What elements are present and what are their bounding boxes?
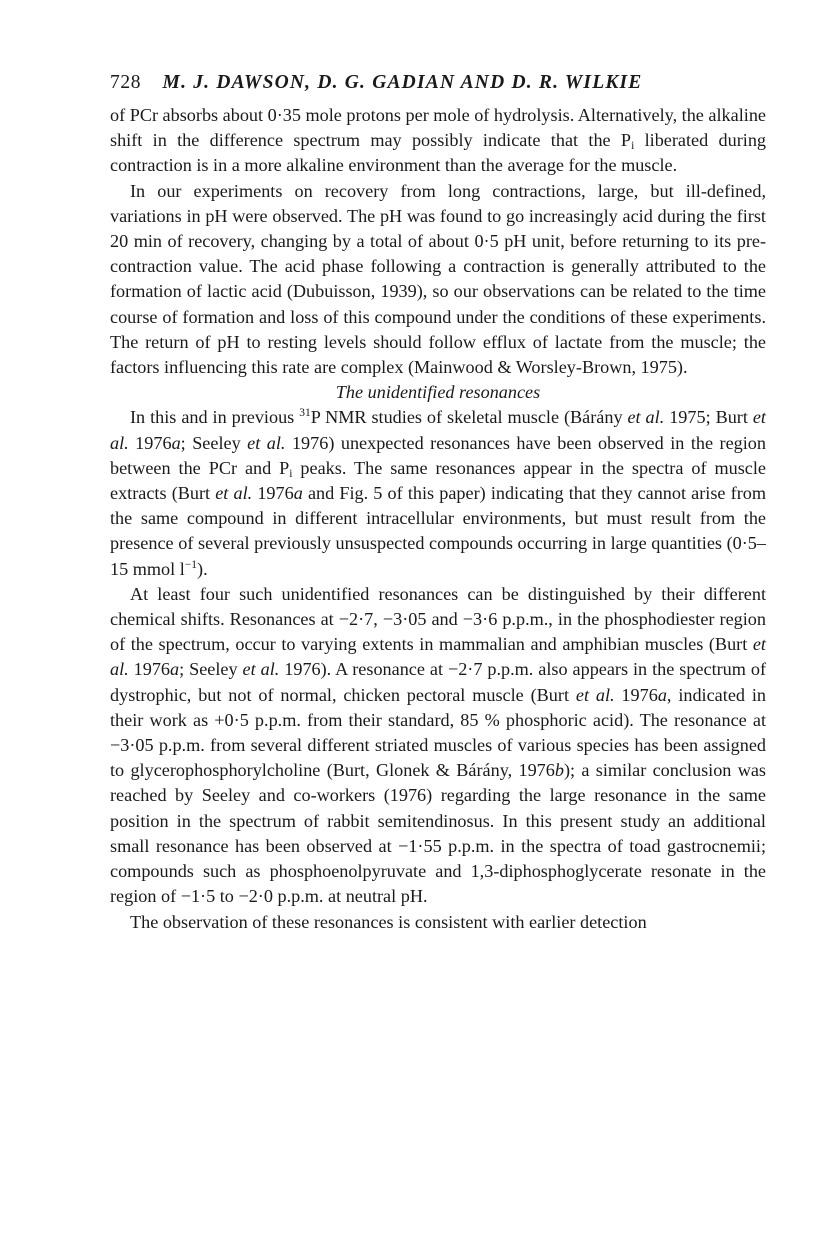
- article-body: [110, 103, 766, 935]
- section-heading: The unidentified resonances: [335, 382, 541, 403]
- running-head-authors: M. J. DAWSON, D. G. GADIAN AND D. R. WILKIE: [162, 72, 643, 93]
- paragraph-ph-recovery: In our experiments on recovery from long contractions, large, but ill-defined, variations in pH were observed. The pH was found to go increasingly acid during the first 20 min of recovery, changing by a total of about 0·5 pH unit, before returning to its pre-contraction value. The acid phase following a contraction is generally attributed to the formation of lactic acid (Dubuisson, 1939), so our observations can be related to the time course of formation and loss of this compound under the conditions of these experiments. The return of pH to resting levels should follow efflux of lactate from the muscle; the factors influencing this rate are complex (Mainwood & Worsley-Brown, 1975).: [110, 180, 766, 378]
- paragraph-observation: The observation of these resonances is consistent with earlier detection: [130, 911, 647, 932]
- paragraph-unidentified-resonances: In this and in previous $^{31}$P NMR studies of skeletal muscle (Bárány et al. 1975; Burt et al. 1976a; Seeley et al. 1976) unexpected resonances have been observed in the region between the PCr and $P_i$ peaks. The same resonances appear in the spectra of muscle extracts (Burt et al. 1976a and Fig. 5 of this paper) indicating that they cannot arise from the same compound in different intracellular environments, but must result from the presence of several previously unsuspected compounds occurring in large quantities (0·5–15 mmol $l^{-1}$).: [110, 407, 766, 579]
- running-header: [110, 72, 770, 94]
- paragraph-chemical-shifts: At least four such unidentified resonances can be distinguished by their different chemical shifts. Resonances at −2·7, −3·05 and −3·6 p.p.m., in the phosphodiester region of the spectrum, occur to varying extents in mammalian and amphibian muscles (Burt et al. 1976a; Seeley et al. 1976). A resonance at −2·7 p.p.m. also appears in the spectrum of dystrophic, but not of normal, chicken pectoral muscle (Burt et al. 1976a, indicated in their work as +0·5 p.p.m. from their standard, 85 % phosphoric acid). The resonance at −3·05 p.p.m. from several different striated muscles of various species has been assigned to glycerophosphorylcholine (Burt, Glonek & Bárány, 1976b); a similar conclusion was reached by Seeley and co-workers (1976) regarding the large resonance in the same position in the spectrum of rabbit semitendinosus. In this present study an additional small resonance has been observed at −1·55 p.p.m. in the spectra of toad gastrocnemii; compounds such as phosphoenolpyruvate and 1,3-diphosphoglycerate resonate in the region of −1·5 to −2·0 p.p.m. at neutral pH.: [110, 583, 767, 907]
- page-number: 728: [110, 72, 142, 93]
- paragraph-continued: of PCr absorbs about 0·35 mole protons per mole of hydrolysis. Alternatively, the alkaline shift in the difference spectrum may possibly indicate that the $P_i$ liberated during contraction is in a more alkaline environment than the average for the muscle.: [110, 105, 767, 176]
